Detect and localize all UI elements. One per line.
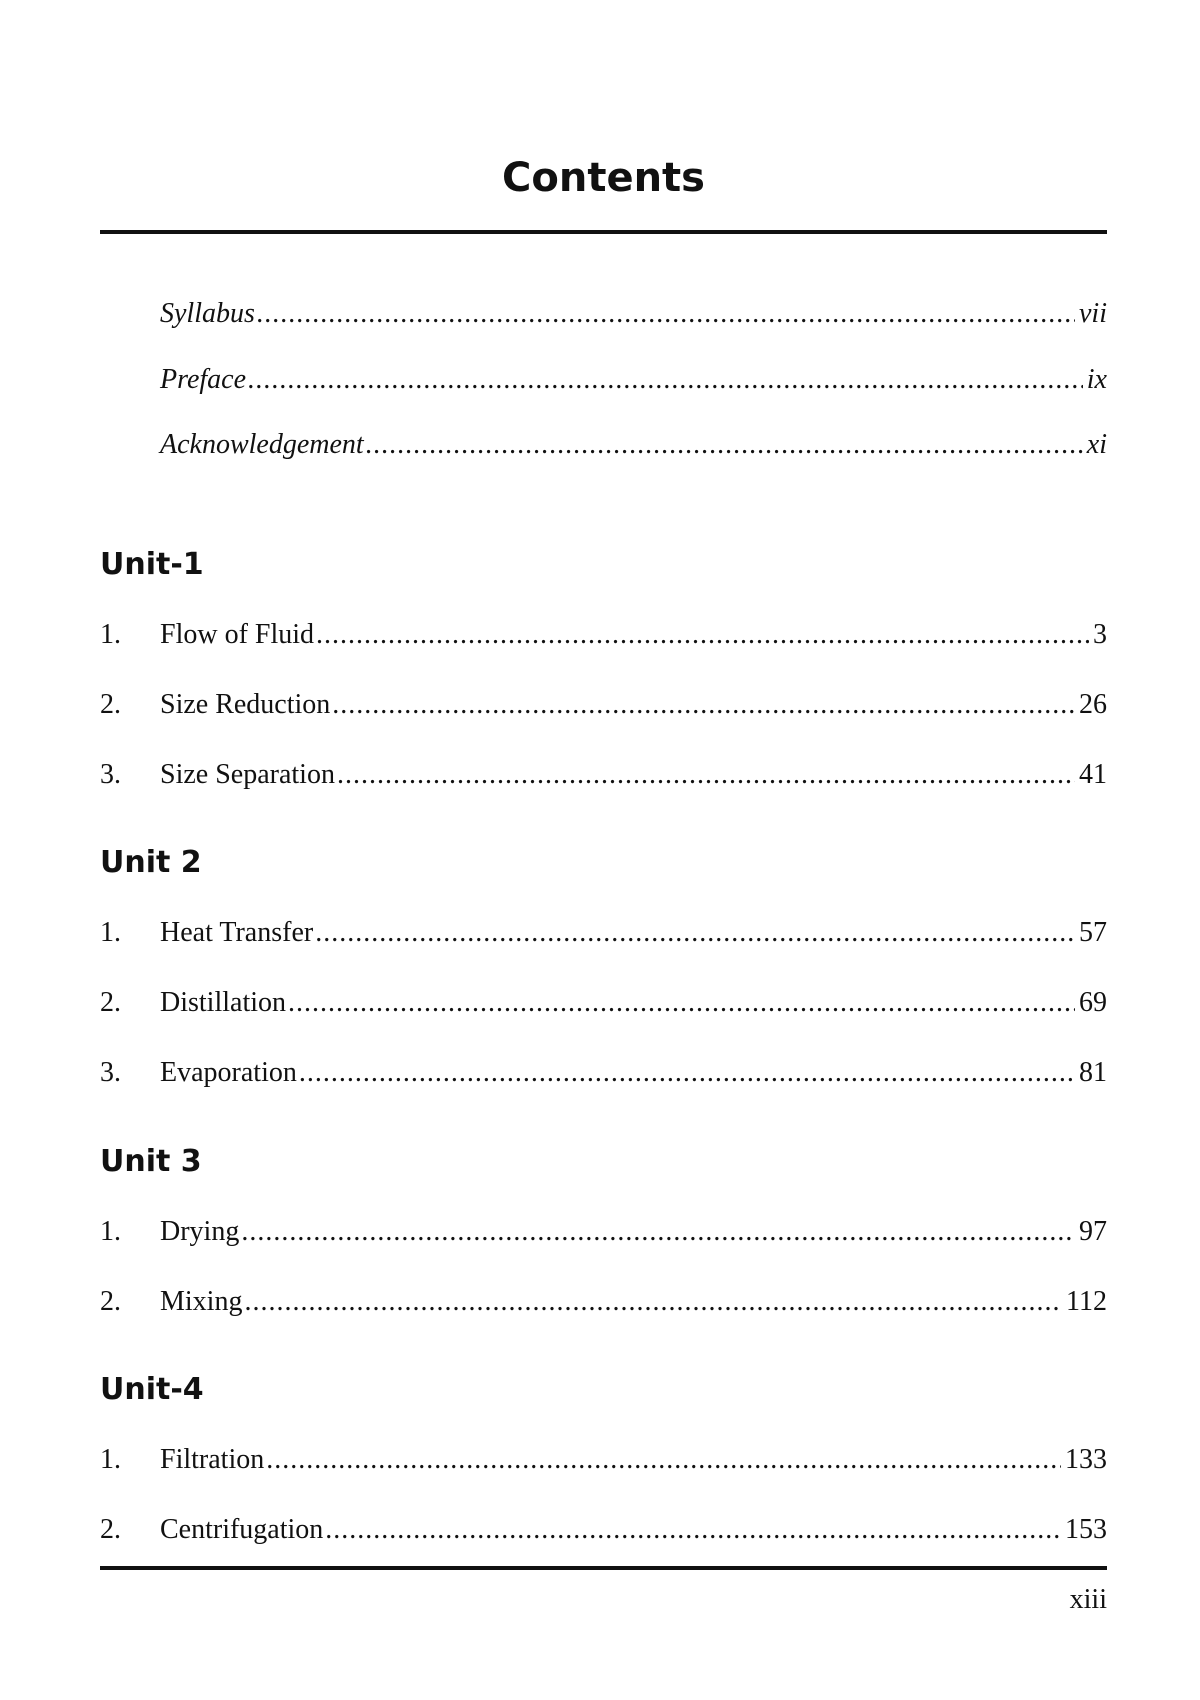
toc-entry-chapter[interactable] <box>100 685 1107 725</box>
entry-page-number: 97 <box>1079 1216 1107 1247</box>
dot-leader <box>257 294 1075 334</box>
chapter-title: Drying <box>160 1216 240 1247</box>
chapter-title: Evaporation <box>160 1057 297 1088</box>
chapter-title: Filtration <box>160 1444 265 1475</box>
entry-page-number: 26 <box>1079 689 1107 720</box>
dot-leader <box>244 1282 1062 1322</box>
chapter-title: Centrifugation <box>160 1514 324 1545</box>
unit-heading: Unit 2 <box>100 845 202 880</box>
dot-leader <box>332 685 1075 725</box>
chapter-number: 2. <box>100 1514 121 1545</box>
unit-heading: Unit-1 <box>100 547 204 582</box>
toc-entry-chapter[interactable] <box>100 983 1107 1023</box>
dot-leader <box>315 913 1075 953</box>
entry-page-number: 69 <box>1079 987 1107 1018</box>
entry-page-number: vii <box>1079 298 1107 329</box>
dot-leader <box>299 1053 1075 1093</box>
unit-heading: Unit 3 <box>100 1144 202 1179</box>
toc-entry-chapter[interactable] <box>100 1440 1107 1480</box>
unit-heading: Unit-4 <box>100 1372 204 1407</box>
chapter-number: 3. <box>100 759 121 790</box>
contents-page <box>100 0 1107 1700</box>
toc-entry-syllabus[interactable] <box>100 294 1107 334</box>
page-folio: xiii <box>1069 1584 1107 1615</box>
chapter-number: 1. <box>100 619 121 650</box>
entry-page-number: ix <box>1086 364 1107 395</box>
chapter-title: Flow of Fluid <box>160 619 315 650</box>
chapter-number: 2. <box>100 1286 121 1317</box>
dot-leader <box>316 615 1089 655</box>
chapter-number: 2. <box>100 689 121 720</box>
dot-leader <box>248 360 1083 400</box>
chapter-number: 1. <box>100 1444 121 1475</box>
toc-entry-chapter[interactable] <box>100 615 1107 655</box>
entry-page-number: 41 <box>1079 759 1107 790</box>
dot-leader <box>325 1510 1061 1550</box>
entry-page-number: 57 <box>1079 917 1107 948</box>
entry-label: Preface <box>160 364 247 395</box>
page-title: Contents <box>502 155 705 201</box>
top-divider <box>100 230 1107 234</box>
toc-entry-chapter[interactable] <box>100 913 1107 953</box>
chapter-title: Distillation <box>160 987 286 1018</box>
dot-leader <box>241 1212 1075 1252</box>
bottom-divider <box>100 1566 1107 1570</box>
toc-entry-chapter[interactable] <box>100 1212 1107 1252</box>
chapter-number: 1. <box>100 917 121 948</box>
chapter-title: Heat Transfer <box>160 917 314 948</box>
entry-page-number: xi <box>1086 429 1107 460</box>
toc-entry-chapter[interactable] <box>100 1510 1107 1550</box>
entry-page-number: 133 <box>1065 1444 1107 1475</box>
entry-page-number: 3 <box>1093 619 1107 650</box>
dot-leader <box>366 425 1083 465</box>
toc-entry-acknowledgement[interactable] <box>100 425 1107 465</box>
chapter-number: 1. <box>100 1216 121 1247</box>
entry-label: Syllabus <box>160 298 255 329</box>
chapter-title: Size Separation <box>160 759 335 790</box>
chapter-title: Mixing <box>160 1286 243 1317</box>
toc-entry-chapter[interactable] <box>100 1282 1107 1322</box>
chapter-title: Size Reduction <box>160 689 331 720</box>
dot-leader <box>337 755 1075 795</box>
dot-leader <box>288 983 1075 1023</box>
entry-label: Acknowledgement <box>160 429 364 460</box>
entry-page-number: 153 <box>1065 1514 1107 1545</box>
entry-page-number: 81 <box>1079 1057 1107 1088</box>
toc-entry-chapter[interactable] <box>100 755 1107 795</box>
entry-page-number: 112 <box>1066 1286 1107 1317</box>
toc-entry-preface[interactable] <box>100 360 1107 400</box>
dot-leader <box>266 1440 1061 1480</box>
toc-entry-chapter[interactable] <box>100 1053 1107 1093</box>
chapter-number: 3. <box>100 1057 121 1088</box>
chapter-number: 2. <box>100 987 121 1018</box>
